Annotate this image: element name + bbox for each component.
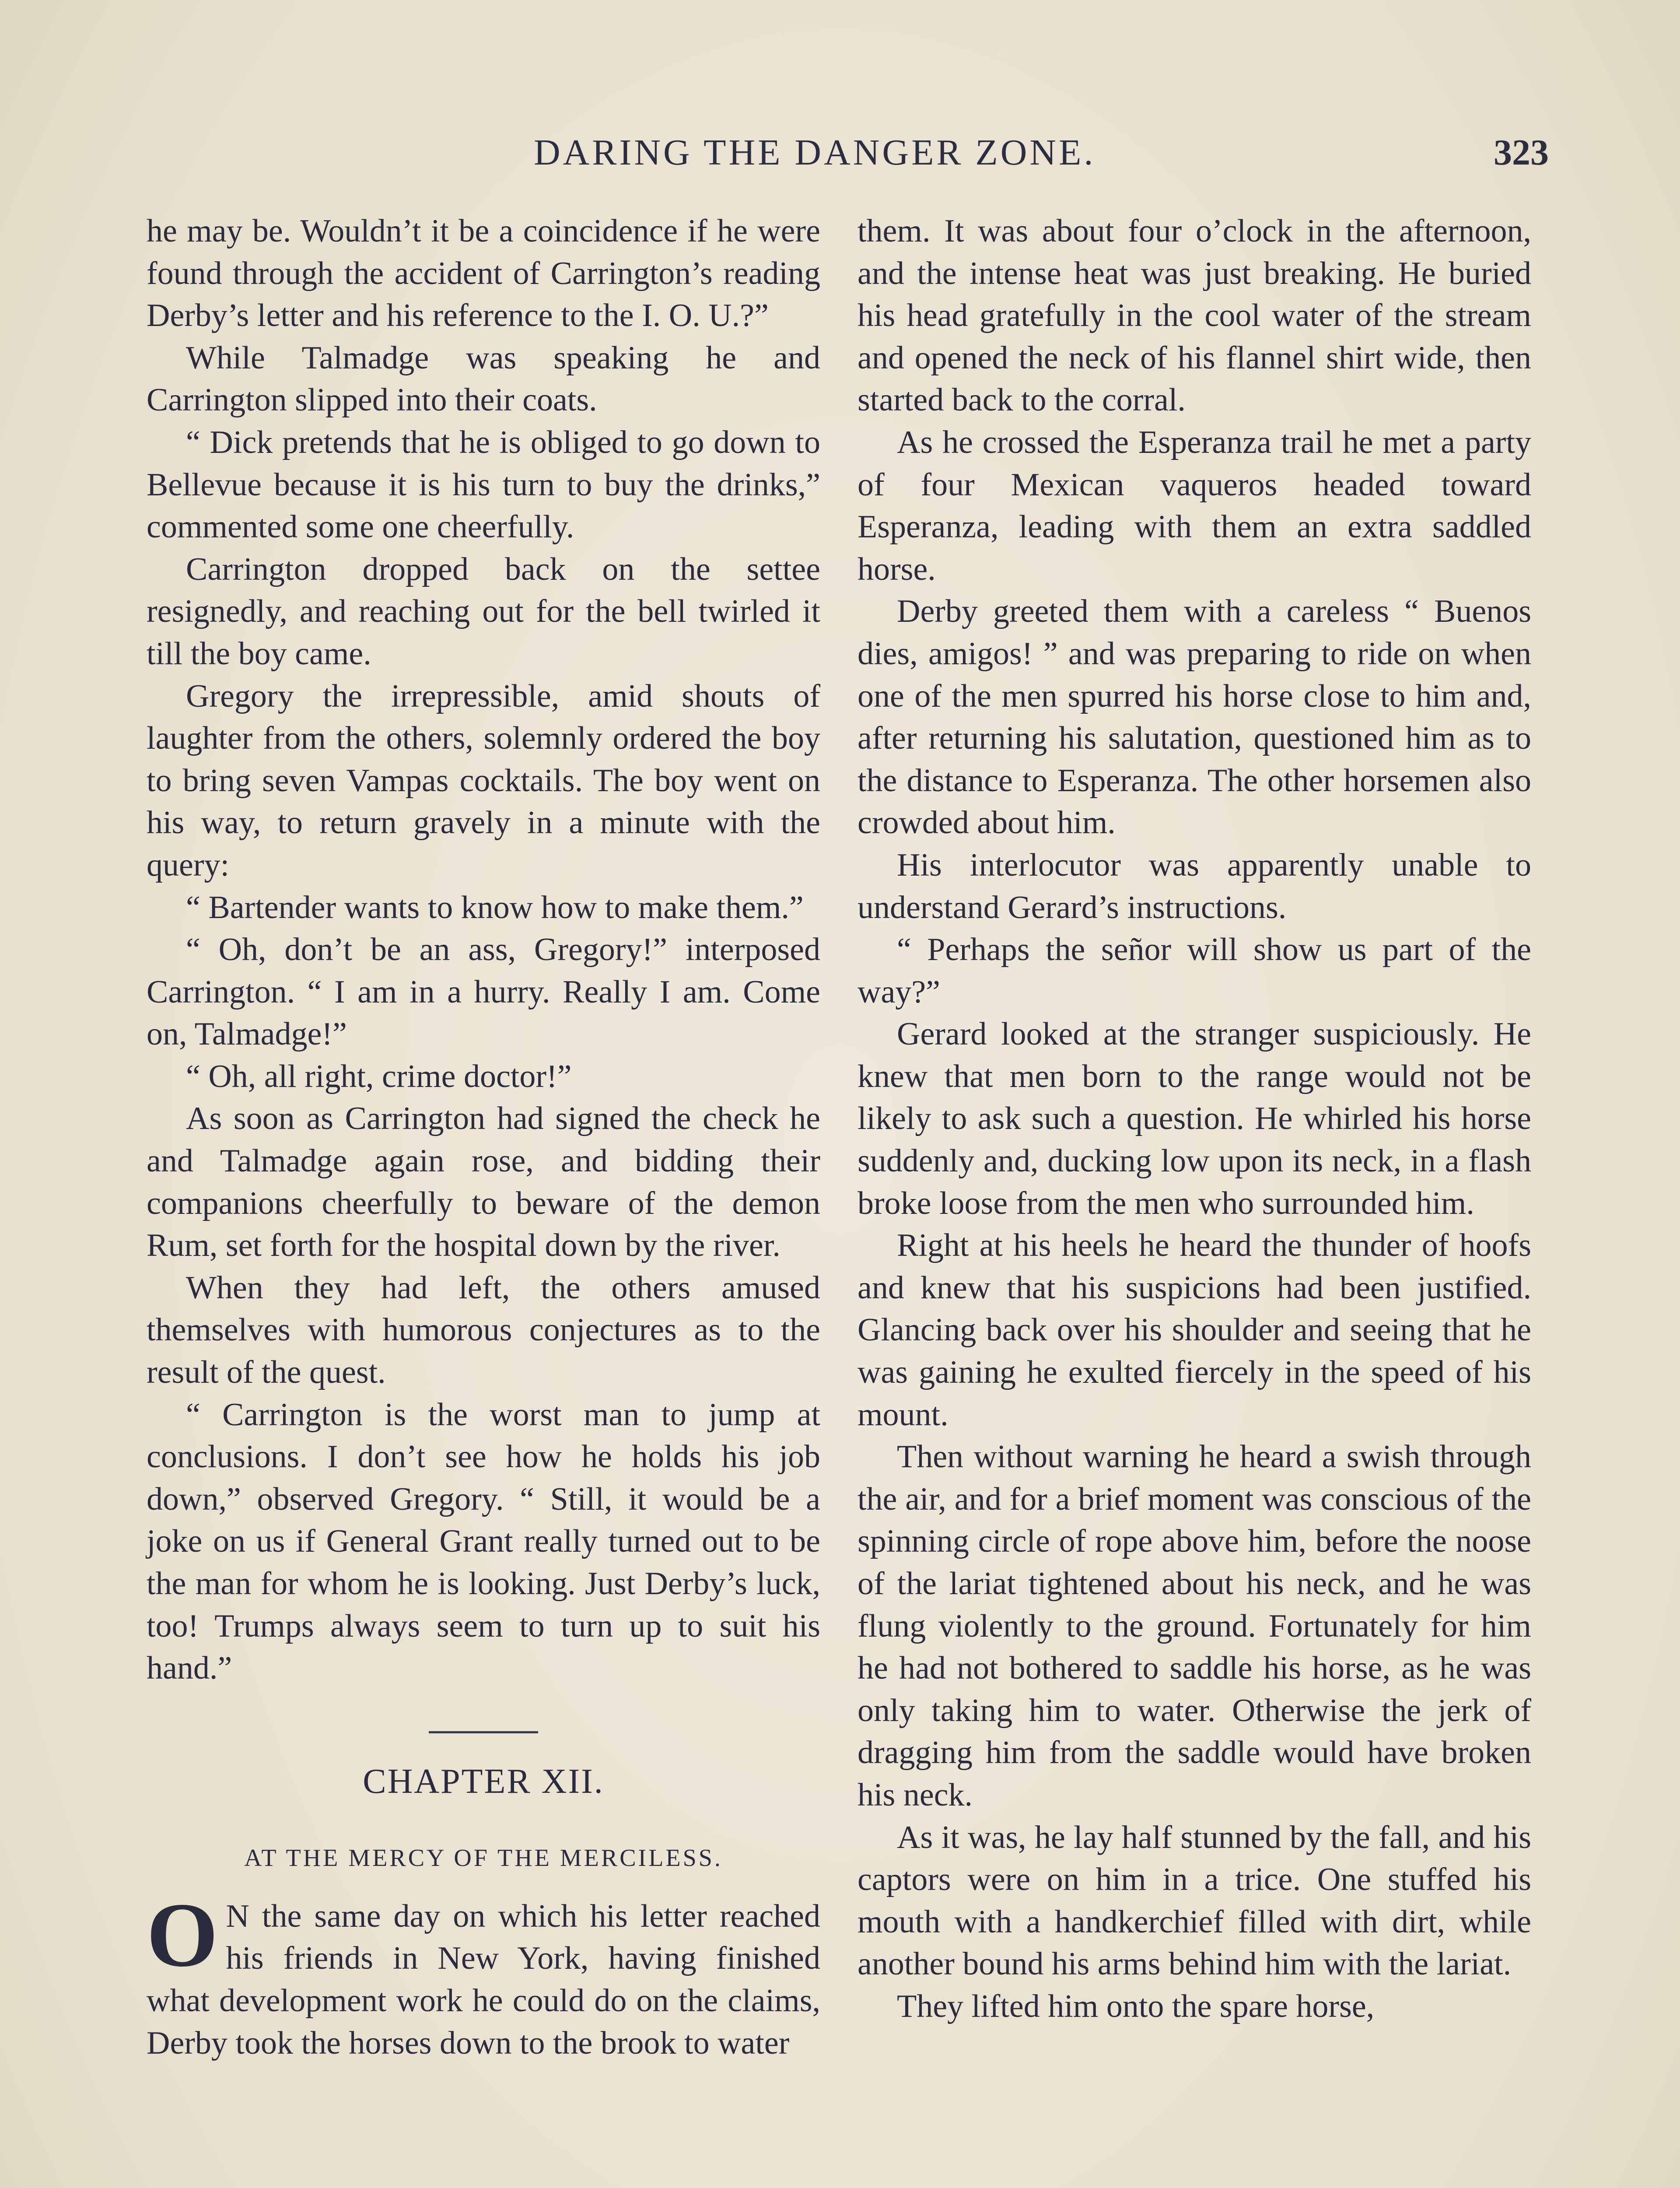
- paragraph: “ Carrington is the worst man to jump at conclusions. I don’t see how he holds his job down,” observed Gregory. “ Still, it would be a joke on us if General Grant really turned out to be the man for whom he is looking. Just Derby’s luck, too! Trumps always seem to turn up to suit his hand.”: [147, 1396, 820, 1687]
- paragraph: Then without warning he heard a swish through the air, and for a brief moment was conscious of the spinning circle of rope above him, before the noose of the lariat tightened about his neck, and he was flung violently to the ground. Fortunately for him he had not bothered to saddle his horse, as he was only taking him to water. Otherwise the jerk of dragging him from the saddle would have broken his neck.: [858, 1439, 1531, 1813]
- running-header: [534, 131, 1549, 179]
- section-divider: [429, 1731, 538, 1733]
- paragraph: “ Bartender wants to know how to make them.”: [186, 889, 804, 926]
- paragraph: “ Oh, don’t be an ass, Gregory!” interposed Carrington. “ I am in a hurry. Really I am. Come on, Talmadge!”: [147, 932, 820, 1052]
- chapter-title: CHAPTER XII.: [363, 1762, 604, 1801]
- paragraph: Carrington dropped back on the settee resignedly, and reaching out for the bell twirled it till the boy came.: [147, 551, 820, 672]
- paragraph: them. It was about four o’clock in the afternoon, and the intense heat was just breaking. He buried his head gratefully in the cool water of the stream and opened the neck of his flannel shirt wide, then started back to the corral.: [858, 213, 1531, 418]
- paragraph: Gregory the irrepressible, amid shouts of laughter from the others, solemnly ordered the boy to bring seven Vampas cocktails. The boy went on his way, to return gravely in a minute with the query:: [147, 678, 820, 883]
- running-title: DARING THE DANGER ZONE.: [534, 132, 1096, 173]
- drop-cap: O: [147, 1884, 218, 1986]
- right-column: [858, 210, 1531, 2028]
- paragraph: As it was, he lay half stunned by the fall, and his captors were on him in a trice. One stuffed his mouth with a handkerchief filled with dirt, while another bound his arms behind him with the lariat.: [858, 1819, 1531, 1982]
- paragraph: As soon as Carrington had signed the check he and Talmadge again rose, and bidding their companions cheerfully to beware of the demon Rum, set forth for the hospital down by the river.: [147, 1101, 820, 1264]
- paragraph: Derby greeted them with a careless “ Buenos dies, amigos! ” and was preparing to ride on when one of the men spurred his horse close to him and, after returning his salutation, questioned him as to the distance to Esperanza. The other horsemen also crowded about him.: [858, 593, 1531, 841]
- chapter-subtitle: AT THE MERCY OF THE MERCILESS.: [244, 1844, 723, 1872]
- paragraph: Gerard looked at the stranger suspiciously. He knew that men born to the range would not be likely to ask such a question. He whirled his horse suddenly and, ducking low upon its neck, in a flash broke loose from the men who surrounded him.: [858, 1016, 1531, 1221]
- paragraph: Right at his heels he heard the thunder of hoofs and knew that his suspicions had been justified. Glancing back over his shoulder and seeing that he was gaining he exulted fiercely in the speed of his mount.: [858, 1227, 1531, 1433]
- paragraph: “ Oh, all right, crime doctor!”: [186, 1058, 572, 1094]
- opening-paragraph-text: N the same day on which his letter reached his friends in New York, having finished what development work he could do on the claims, Derby took the horses down to the brook to water: [147, 1898, 820, 2061]
- paragraph: As he crossed the Esperanza trail he met a party of four Mexican vaqueros headed toward Esperanza, leading with them an extra saddled horse.: [858, 424, 1531, 587]
- paragraph: When they had left, the others amused themselves with humorous conjectures as to the result of the quest.: [147, 1269, 820, 1391]
- opening-paragraph: [147, 1884, 820, 2064]
- paragraph: “ Dick pretends that he is obliged to go down to Bellevue because it is his turn to buy the drinks,” commented some one cheerfully.: [147, 424, 820, 545]
- page-number: 323: [1494, 132, 1549, 173]
- left-column: [147, 210, 820, 2064]
- paragraph: His interlocutor was apparently unable to understand Gerard’s instructions.: [858, 847, 1531, 926]
- paragraph: he may be. Wouldn’t it be a coincidence if he were found through the accident of Carrington’s reading Derby’s letter and his reference to the I. O. U.?”: [147, 213, 820, 334]
- paragraph: They lifted him onto the spare horse,: [897, 1988, 1375, 2024]
- paragraph: While Talmadge was speaking he and Carrington slipped into their coats.: [147, 340, 820, 418]
- paragraph: “ Perhaps the señor will show us part of the way?”: [858, 932, 1531, 1010]
